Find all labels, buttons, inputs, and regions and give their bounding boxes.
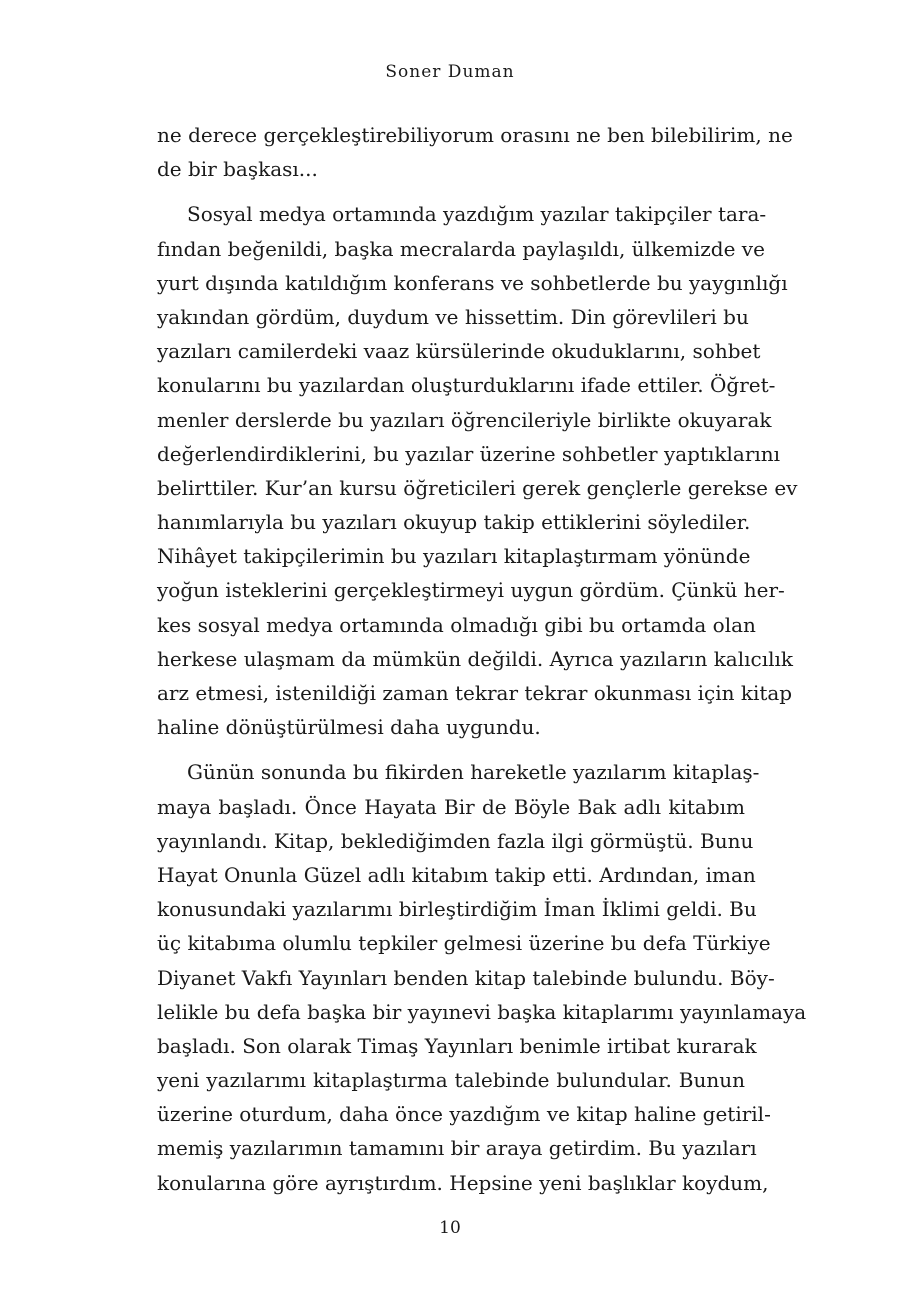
running-head-author: Soner Duman — [385, 62, 515, 82]
paragraph — [157, 118, 793, 186]
text-line: yurt dışında katıldığım konferans ve sohbetlerde bu yaygınlığı — [157, 270, 788, 295]
text-line: belirttiler. Kur’an kursu öğreticileri gerek gençlerle gerekse ev — [157, 475, 798, 500]
text-line: yoğun isteklerini gerçekleştirmeyi uygun gördüm. Çünkü her- — [157, 578, 785, 603]
text-line: memiş yazılarımın tamamını bir araya getirdim. Bu yazıları — [157, 1136, 757, 1161]
paragraph — [157, 755, 807, 1199]
text-line: yakından gördüm, duydum ve hissettim. Din görevlileri bu — [157, 304, 749, 329]
text-line: Hayat Onunla Güzel adlı kitabım takip etti. Ardından, iman — [157, 862, 756, 887]
text-line: konusundaki yazılarımı birleştirdiğim İman İklimi geldi. Bu — [157, 897, 757, 922]
text-line: fından beğenildi, başka mecralarda paylaşıldı, ülkemizde ve — [157, 236, 765, 261]
paragraph-gap — [157, 744, 745, 755]
text-line: arz etmesi, istenildiği zaman tekrar tekrar okunması için kitap — [157, 681, 793, 705]
text-line: konularına göre ayrıştırdım. Hepsine yeni başlıklar koydum, — [157, 1170, 769, 1195]
text-line: yazıları camilerdeki vaaz kürsülerinde okuduklarını, sohbet — [157, 339, 761, 364]
text-line: yeni yazılarımı kitaplaştırma talebinde bulundular. Bunun — [157, 1068, 745, 1093]
text-line: herkese ulaşmam da mümkün değildi. Ayrıca yazıların kalıcılık — [157, 646, 794, 671]
text-line: üç kitabıma olumlu tepkiler gelmesi üzerine bu defa Türkiye — [157, 931, 771, 956]
text-line: Sosyal medya ortamında yazdığım yazılar takipçiler tara- — [187, 202, 767, 227]
text-line: lelikle bu defa başka bir yayınevi başka kitaplarımı yayınlamaya — [157, 999, 807, 1024]
text-line: kes sosyal medya ortamında olmadığı gibi bu ortamda olan — [157, 612, 756, 637]
text-line: de bir başkası... — [157, 157, 318, 182]
text-line: konularını bu yazılardan oluşturduklarını ifade ettiler. Öğret- — [157, 373, 776, 398]
text-line: başladı. Son olarak Timaş Yayınları benimle irtibat kurarak — [157, 1033, 757, 1058]
paragraph — [157, 197, 798, 744]
text-line: maya başladı. Önce Hayata Bir de Böyle Bak adlı kitabım — [157, 794, 745, 819]
text-line: ne derece gerçekleştirebiliyorum orasını ne ben bilebilirim, ne — [157, 123, 793, 147]
body-text — [157, 118, 807, 1200]
text-line: Günün sonunda bu fikirden hareketle yazılarım kitaplaş- — [187, 760, 760, 785]
text-line: Diyanet Vakfı Yayınları benden kitap talebinde bulundu. Böy- — [157, 965, 775, 990]
page-number: 10 — [439, 1218, 461, 1238]
text-line: hanımlarıyla bu yazıları okuyup takip ettiklerini söylediler. — [157, 510, 751, 535]
text-line: menler derslerde bu yazıları öğrencileriyle birlikte okuyarak — [157, 407, 772, 432]
text-line: değerlendirdiklerini, bu yazılar üzerine sohbetler yaptıklarını — [157, 441, 781, 466]
text-line: haline dönüştürülmesi daha uygundu. — [157, 715, 541, 740]
paragraph-gap — [157, 186, 745, 197]
text-line: Nihâyet takipçilerimin bu yazıları kitaplaştırmam yönünde — [157, 544, 751, 569]
text-line: yayınlandı. Kitap, beklediğimden fazla ilgi görmüştü. Bunu — [157, 828, 754, 853]
text-line: üzerine oturdum, daha önce yazdığım ve kitap haline getiril- — [157, 1102, 771, 1127]
